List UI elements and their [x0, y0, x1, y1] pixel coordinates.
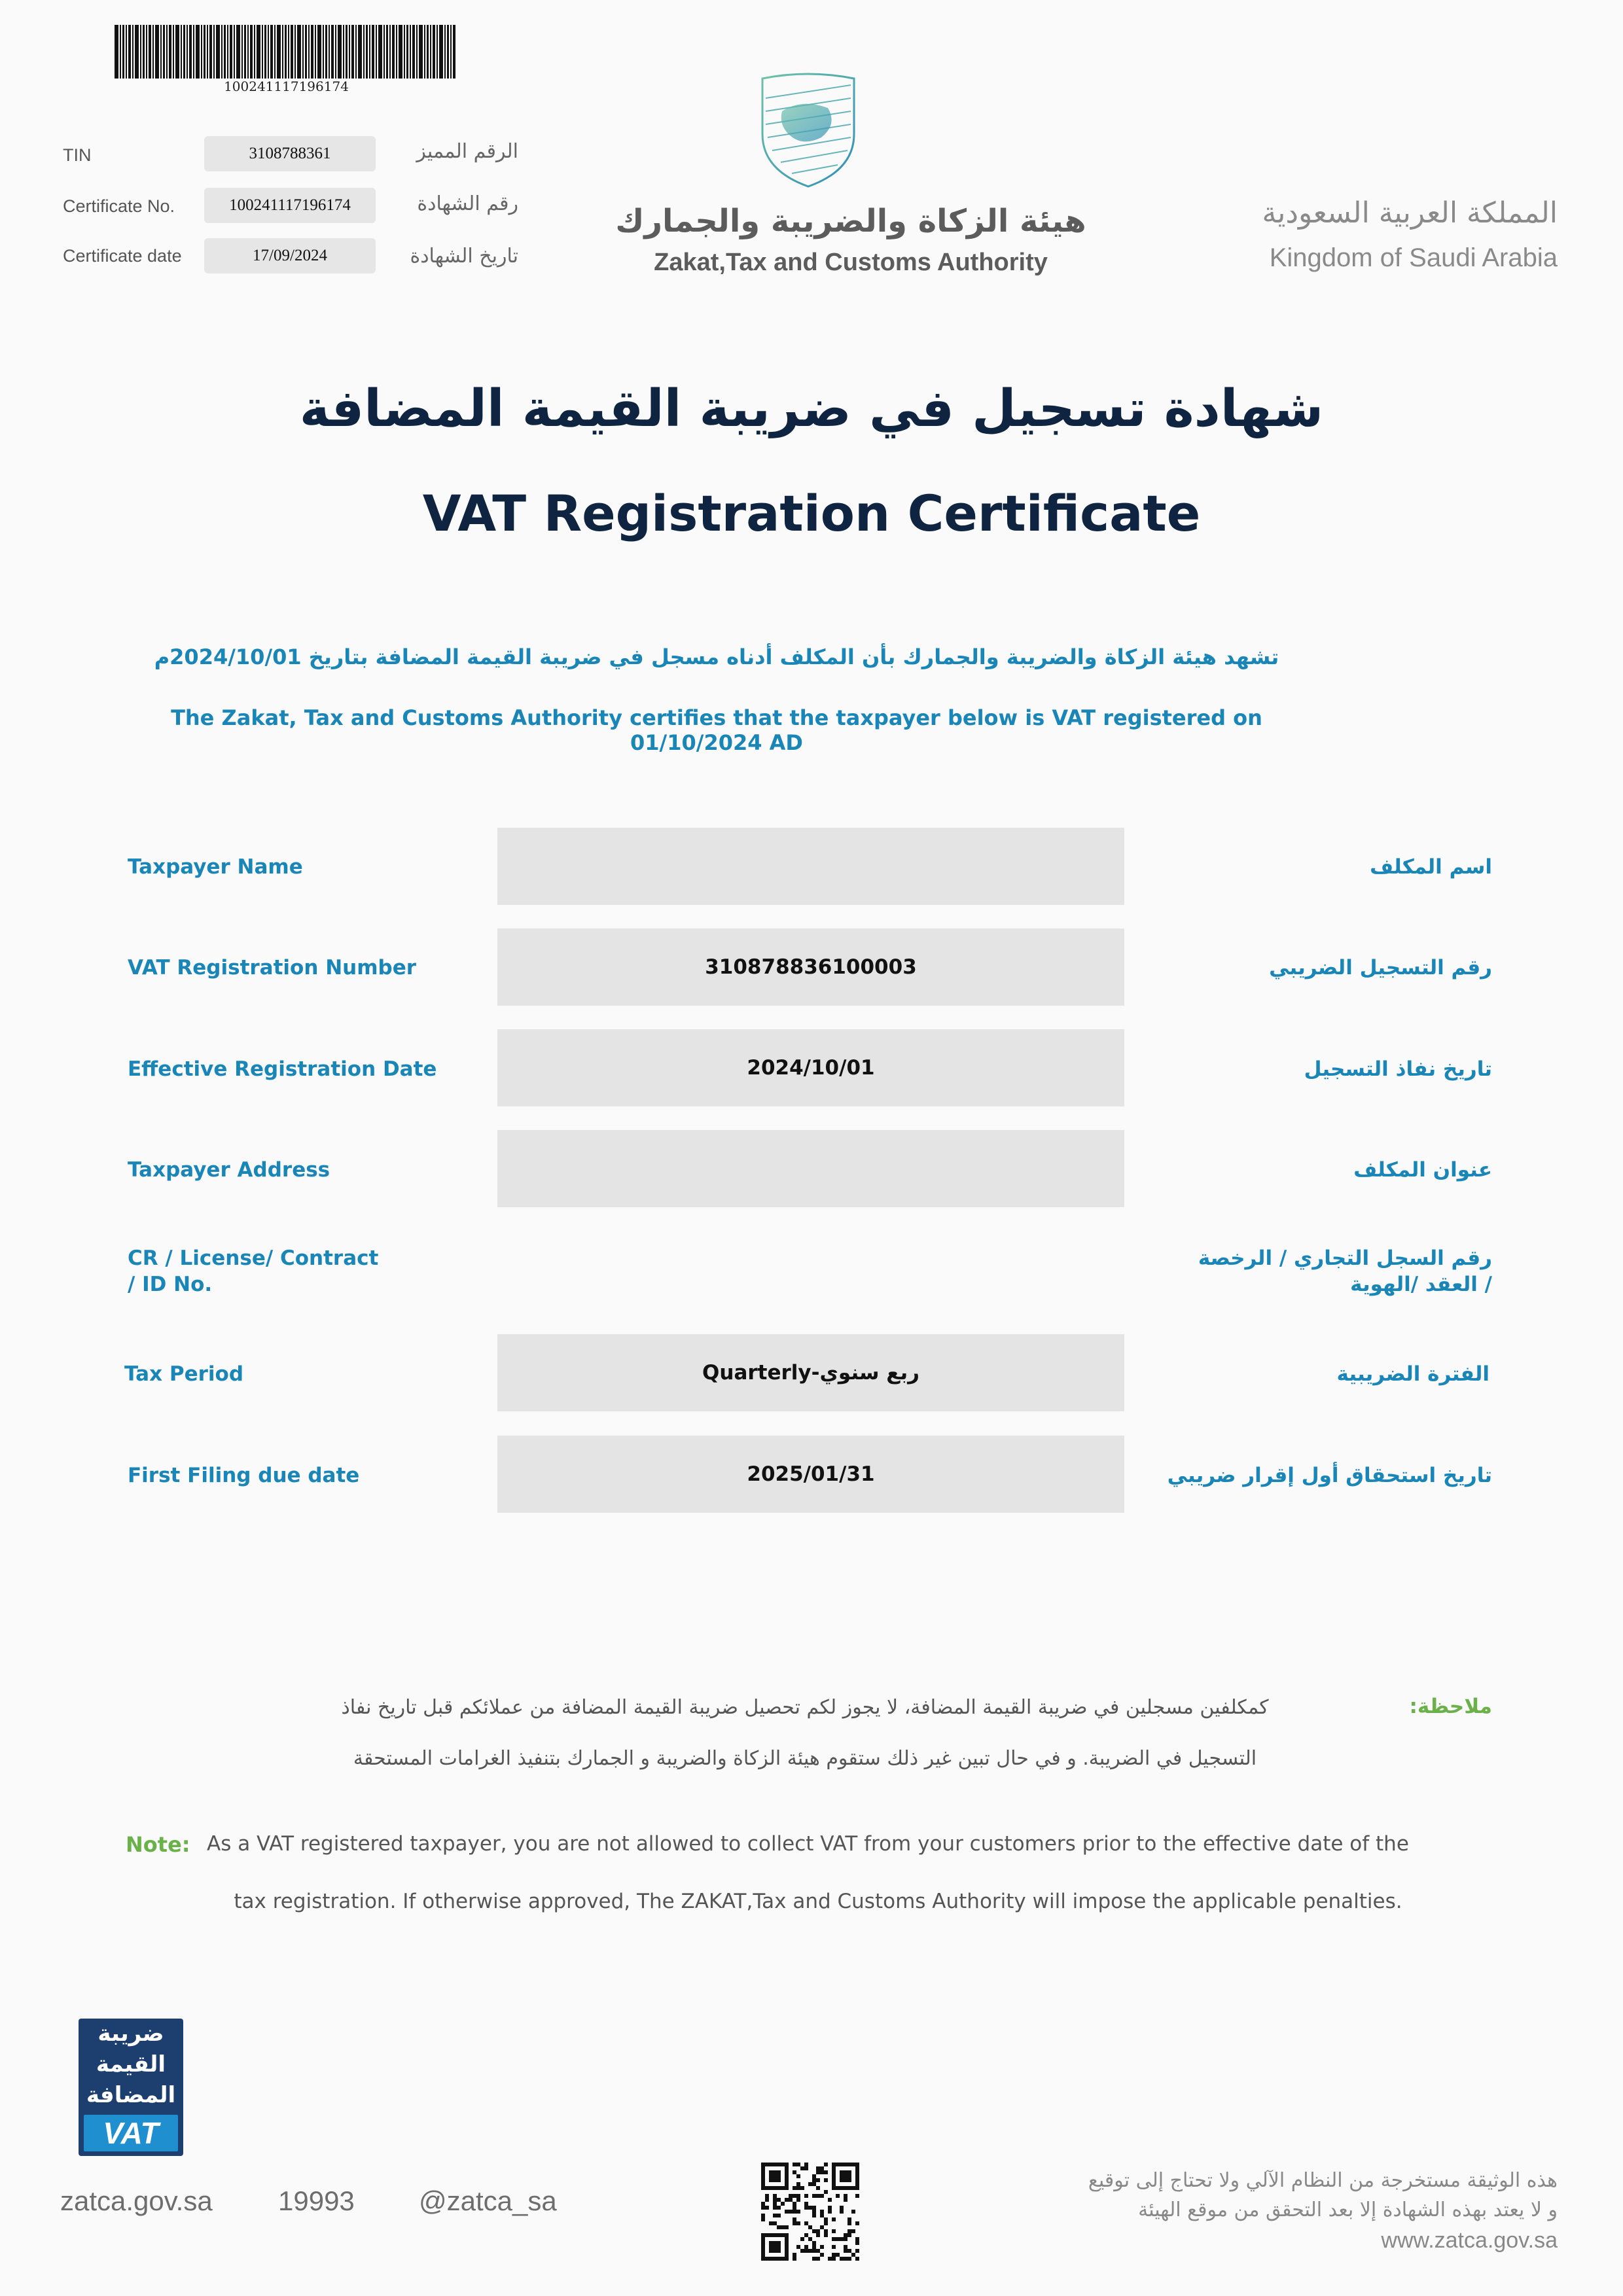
note-label-ar: ملاحظة:	[1409, 1695, 1492, 1718]
taxpayer-name-label-ar: اسم المكلف	[1370, 855, 1492, 879]
footer-phone: 19993	[278, 2185, 355, 2216]
cr-license-label-line2: / ID No.	[128, 1273, 213, 1296]
tax-period-label: Tax Period	[124, 1362, 244, 1386]
taxpayer-address-label-ar: عنوان المكلف	[1353, 1158, 1492, 1182]
authority-name-ar: هيئة الزكاة والضريبة والجمارك	[615, 203, 1086, 239]
certification-statement: The Zakat, Tax and Customs Authority certifies that the taxpayer below is VAT registered on 01/10/2024 AD	[171, 705, 1262, 755]
vat-registration-number-label-ar: رقم التسجيل الضريبي	[1269, 956, 1492, 980]
note-text-line1: As a VAT registered taxpayer, you are not allowed to collect VAT from your customers prior to the effective date of the	[207, 1832, 1409, 1856]
note-text-ar-line2: التسجيل في الضريبة. و في حال تبين غير ذلك ستقوم هيئة الزكاة والضريبة و الجمارك بتنفيذ الغرامات المستحقة	[353, 1747, 1257, 1770]
taxpayer-address-label: Taxpayer Address	[128, 1158, 330, 1182]
certificate-no-value: 100241117196174	[204, 188, 376, 223]
footer-website[interactable]: zatca.gov.sa	[60, 2185, 213, 2216]
cr-license-label-line1: CR / License/ Contract	[128, 1246, 379, 1270]
certification-statement-ar: تشهد هيئة الزكاة والضريبة والجمارك بأن المكلف أدناه مسجل في ضريبة القيمة المضافة بتاريخ 2024/10/01م	[154, 645, 1279, 669]
vat-badge-line3: المضافة	[86, 2082, 176, 2108]
cr-license-label	[128, 1245, 468, 1298]
note-text-line2: tax registration. If otherwise approved, The ZAKAT,Tax and Customs Authority will impose the applicable penalties.	[234, 1890, 1402, 1913]
tin-label-ar: الرقم المميز	[416, 140, 518, 163]
taxpayer-name-label: Taxpayer Name	[128, 855, 303, 879]
certificate-date-label: Certificate date	[63, 246, 182, 266]
note-label: Note:	[126, 1832, 190, 1857]
page-title-ar: شهادة تسجيل في ضريبة القيمة المضافة	[299, 380, 1324, 438]
certificate-no-label-ar: رقم الشهادة	[417, 192, 518, 215]
tax-period-value: Quarterly-ربع سنوي	[497, 1334, 1124, 1411]
barcode-number: 100241117196174	[224, 79, 349, 94]
cr-license-label-ar-line2: / العقد /الهوية	[1350, 1273, 1492, 1296]
page-title: VAT Registration Certificate	[422, 484, 1201, 542]
first-filing-due-date-label: First Filing due date	[128, 1464, 360, 1487]
certificate-date-label-ar: تاريخ الشهادة	[410, 245, 518, 268]
kingdom-name-ar: المملكة العربية السعودية	[1262, 196, 1558, 230]
vat-registration-number-label: VAT Registration Number	[128, 956, 417, 980]
certificate-date-value: 17/09/2024	[204, 238, 376, 274]
tin-value: 3108788361	[204, 136, 376, 171]
taxpayer-name-value	[497, 828, 1124, 905]
first-filing-due-date-value: 2025/01/31	[497, 1436, 1124, 1513]
disclaimer-line1: هذه الوثيقة مستخرجة من النظام الآلي ولا تحتاج إلى توقيع	[1088, 2169, 1558, 2192]
certificate-no-label: Certificate No.	[63, 196, 175, 216]
cr-license-label-ar-line1: رقم السجل التجاري / الرخصة	[1198, 1246, 1492, 1270]
first-filing-due-date-label-ar: تاريخ استحقاق أول إقرار ضريبي	[1167, 1464, 1492, 1487]
vat-badge-line1: ضريبة	[98, 2021, 164, 2047]
vat-badge-text: VAT	[84, 2115, 178, 2151]
disclaimer-url[interactable]: www.zatca.gov.sa	[1381, 2228, 1558, 2253]
authority-name-en: Zakat,Tax and Customs Authority	[654, 249, 1048, 276]
vat-registration-number-value: 310878836100003	[497, 928, 1124, 1006]
disclaimer-line2: و لا يعتد بهذه الشهادة إلا بعد التحقق من موقع الهيئة	[1138, 2199, 1558, 2221]
zatca-emblem-icon	[756, 72, 861, 190]
cr-license-label-ar	[1198, 1245, 1492, 1298]
kingdom-name-en: Kingdom of Saudi Arabia	[1269, 243, 1558, 272]
footer-social-handle[interactable]: @zatca_sa	[419, 2185, 557, 2216]
tax-period-label-ar: الفترة الضريبية	[1336, 1362, 1489, 1386]
note-text-ar-line1: كمكلفين مسجلين في ضريبة القيمة المضافة، لا يجوز لكم تحصيل ضريبة القيمة المضافة من عملائكم قبل تاريخ نفاذ	[341, 1696, 1269, 1719]
qr-code	[761, 2163, 859, 2261]
barcode	[115, 25, 458, 79]
vat-badge-line2: القيمة	[96, 2051, 166, 2077]
taxpayer-address-value	[497, 1130, 1124, 1207]
effective-registration-date-label-ar: تاريخ نفاذ التسجيل	[1304, 1057, 1492, 1081]
effective-registration-date-value: 2024/10/01	[497, 1029, 1124, 1106]
tin-label: TIN	[63, 145, 92, 165]
effective-registration-date-label: Effective Registration Date	[128, 1057, 437, 1081]
